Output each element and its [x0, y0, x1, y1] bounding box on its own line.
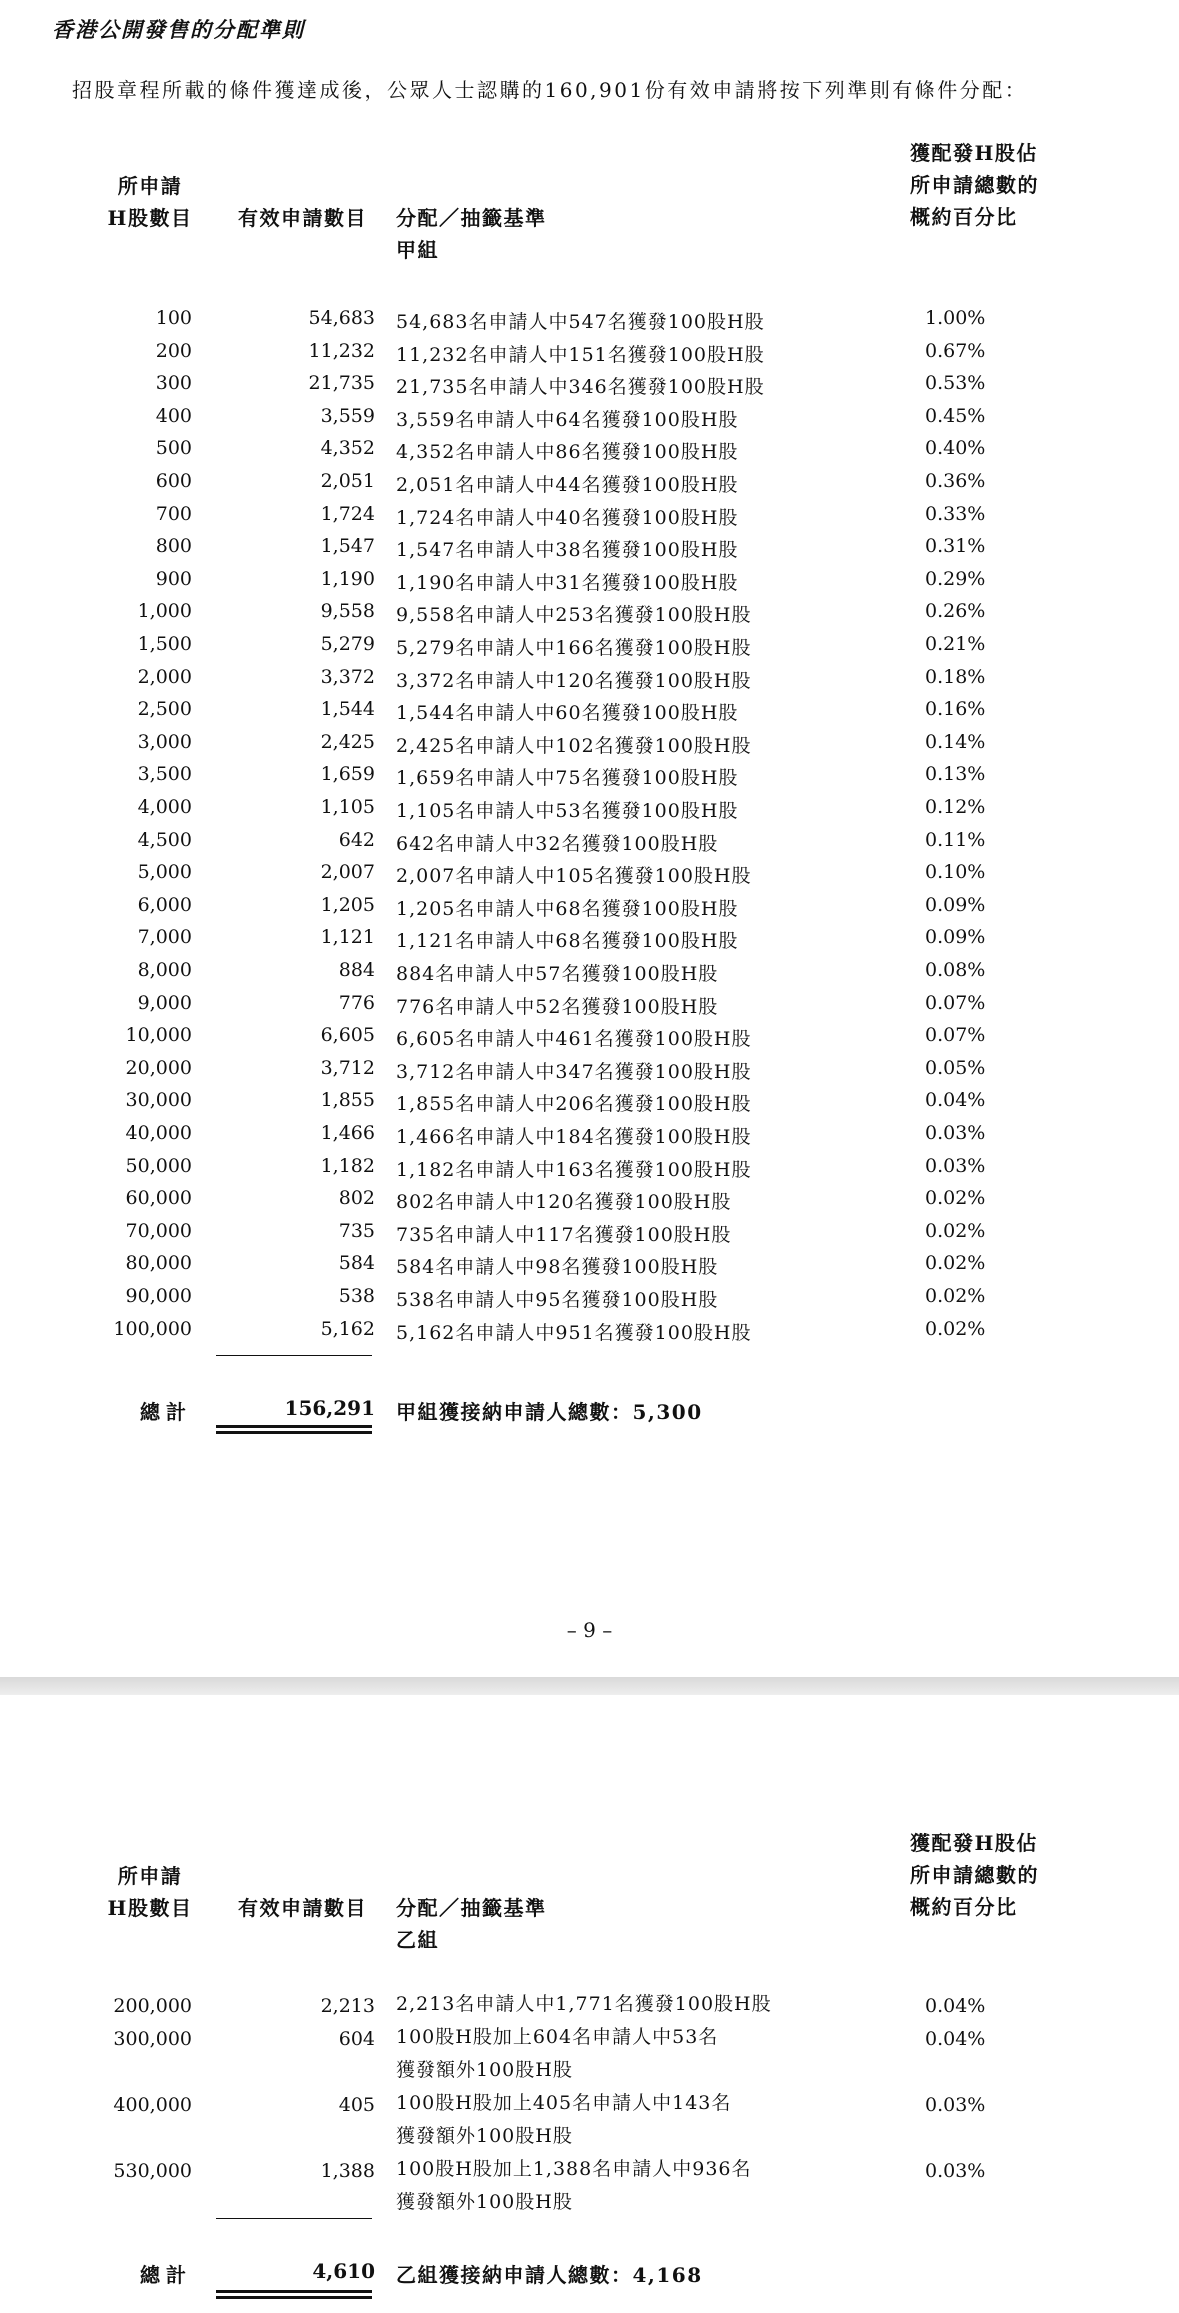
header-basis-b: 分配／抽籤基準 乙組	[396, 1892, 547, 1956]
valid-applications: 1,547	[320, 535, 375, 558]
requested-shares: 3,500	[137, 763, 192, 786]
allocation-basis: 1,121名申請人中68名獲發100股H股	[396, 930, 739, 953]
intro-paragraph: 招股章程所載的條件獲達成後，公眾人士認購的160,901份有效申請將按下列準則有條件分配：	[72, 78, 1028, 102]
valid-applications: 1,466	[320, 1122, 375, 1144]
allocation-basis	[396, 2153, 752, 2219]
valid-applications: 2,051	[320, 470, 375, 492]
allocation-basis-line: 獲發額外100股H股	[396, 2191, 573, 2213]
allocation-percentage: 0.04%	[925, 1995, 986, 2017]
requested-shares: 4,000	[137, 796, 192, 818]
allocation-percentage: 0.09%	[925, 893, 986, 916]
valid-applications: 735	[338, 1219, 375, 1242]
valid-applications: 884	[338, 959, 375, 981]
allocation-basis: 642名申請人中32名獲發100股H股	[396, 832, 719, 855]
allocation-basis: 584名申請人中98名獲發100股H股	[396, 1256, 719, 1279]
requested-shares: 5,000	[137, 861, 192, 884]
allocation-basis: 3,712名申請人中347名獲發100股H股	[396, 1060, 752, 1083]
allocation-percentage: 0.33%	[925, 502, 986, 525]
requested-shares: 1,500	[137, 633, 192, 655]
requested-shares: 40,000	[125, 1122, 192, 1144]
header-valid-applications: 有效申請數目	[238, 206, 367, 230]
allocation-basis	[396, 1988, 772, 2021]
allocation-percentage: 0.10%	[925, 861, 986, 884]
valid-applications: 776	[338, 991, 375, 1014]
valid-applications: 21,735	[308, 372, 375, 395]
header-valid-applications-b: 有效申請數目	[238, 1896, 367, 1920]
allocation-basis: 1,544名申請人中60名獲發100股H股	[396, 702, 739, 725]
allocation-basis-line: 100股H股加上405名申請人中143名	[396, 2092, 732, 2114]
allocation-basis: 5,162名申請人中951名獲發100股H股	[396, 1321, 752, 1344]
valid-applications: 5,162	[320, 1317, 375, 1340]
allocation-basis: 2,007名申請人中105名獲發100股H股	[396, 865, 752, 888]
valid-applications: 4,352	[320, 437, 375, 460]
allocation-basis: 54,683名申請人中547名獲發100股H股	[396, 311, 765, 333]
valid-applications: 3,712	[320, 1056, 375, 1079]
valid-applications: 538	[338, 1285, 375, 1307]
allocation-percentage: 0.02%	[925, 1252, 986, 1275]
page-number: – 9 –	[566, 1618, 613, 1642]
subtotal-line-a	[216, 1355, 372, 1356]
requested-shares: 200	[155, 339, 192, 362]
requested-shares: 20,000	[125, 1056, 192, 1079]
allocation-percentage: 0.02%	[925, 1317, 986, 1340]
header-requested-shares-b: 所申請 H股數目	[107, 1864, 193, 1920]
header-percentage: 獲配發H股佔 所申請總數的 概約百分比	[910, 141, 1039, 229]
allocation-basis: 2,051名申請人中44名獲發100股H股	[396, 474, 739, 496]
allocation-percentage: 0.08%	[925, 959, 986, 981]
valid-applications: 3,559	[320, 404, 375, 427]
allocation-percentage: 0.07%	[925, 1024, 986, 1047]
allocation-basis: 6,605名申請人中461名獲發100股H股	[396, 1028, 752, 1051]
header-requested-shares: 所申請 H股數目	[107, 174, 193, 230]
allocation-percentage: 0.03%	[925, 2160, 986, 2182]
requested-shares: 8,000	[137, 959, 192, 981]
allocation-basis: 1,659名申請人中75名獲發100股H股	[396, 767, 739, 790]
total-double-line-b	[216, 2290, 372, 2299]
header-percentage-b: 獲配發H股佔 所申請總數的 概約百分比	[910, 1831, 1039, 1919]
valid-applications: 1,190	[320, 567, 375, 590]
pool-b-name: 乙組	[396, 1928, 439, 1952]
requested-shares: 800	[155, 535, 192, 558]
allocation-percentage: 0.04%	[925, 1089, 986, 1112]
allocation-percentage: 0.16%	[925, 698, 986, 721]
allocation-basis: 1,855名申請人中206名獲發100股H股	[396, 1093, 752, 1116]
allocation-percentage: 0.31%	[925, 535, 986, 558]
allocation-percentage: 0.09%	[925, 926, 986, 949]
allocation-percentage: 0.14%	[925, 730, 986, 753]
requested-shares: 60,000	[125, 1187, 192, 1210]
allocation-basis: 1,182名申請人中163名獲發100股H股	[396, 1158, 752, 1181]
allocation-basis	[396, 2087, 731, 2153]
requested-shares: 100,000	[113, 1317, 192, 1340]
valid-applications: 642	[338, 828, 375, 851]
allocation-percentage: 0.05%	[925, 1056, 986, 1079]
allocation-basis: 11,232名申請人中151名獲發100股H股	[396, 343, 765, 366]
valid-applications: 1,121	[320, 926, 375, 949]
requested-shares: 300,000	[113, 2028, 192, 2050]
allocation-basis: 2,425名申請人中102名獲發100股H股	[396, 734, 752, 757]
allocation-basis-line: 獲發額外100股H股	[396, 2125, 573, 2147]
allocation-percentage: 0.26%	[925, 600, 986, 623]
requested-shares: 100	[155, 307, 192, 329]
valid-applications: 9,558	[320, 600, 375, 623]
allocation-basis-line: 100股H股加上1,388名申請人中936名	[396, 2158, 752, 2180]
allocation-basis: 1,724名申請人中40名獲發100股H股	[396, 506, 739, 529]
requested-shares: 530,000	[113, 2160, 192, 2182]
requested-shares: 10,000	[125, 1024, 192, 1047]
valid-applications: 2,425	[320, 730, 375, 753]
allocation-basis-line: 獲發額外100股H股	[396, 2059, 573, 2081]
allocation-percentage: 0.29%	[925, 567, 986, 590]
allocation-basis: 21,735名申請人中346名獲發100股H股	[396, 376, 765, 399]
requested-shares: 9,000	[137, 991, 192, 1014]
allocation-percentage: 0.02%	[925, 1285, 986, 1307]
allocation-basis: 884名申請人中57名獲發100股H股	[396, 963, 719, 985]
allocation-percentage: 0.40%	[925, 437, 986, 460]
allocation-percentage: 0.53%	[925, 372, 986, 395]
allocation-basis: 1,105名申請人中53名獲發100股H股	[396, 800, 739, 822]
requested-shares: 80,000	[125, 1252, 192, 1275]
allocation-basis: 776名申請人中52名獲發100股H股	[396, 995, 719, 1018]
requested-shares: 4,500	[137, 828, 192, 851]
allocation-percentage: 0.21%	[925, 633, 986, 655]
allocation-percentage: 0.13%	[925, 763, 986, 786]
allocation-basis	[396, 2021, 718, 2087]
allocation-percentage: 0.18%	[925, 665, 986, 688]
valid-applications: 54,683	[308, 307, 375, 329]
requested-shares: 500	[155, 437, 192, 460]
allocation-percentage: 0.02%	[925, 1219, 986, 1242]
valid-applications: 1,205	[320, 893, 375, 916]
requested-shares: 400	[155, 404, 192, 427]
total-successful-applicants: 甲組獲接納申請人總數：5,300	[396, 1400, 703, 1424]
allocation-basis: 4,352名申請人中86名獲發100股H股	[396, 441, 739, 464]
allocation-basis-line: 100股H股加上604名申請人中53名	[396, 2026, 719, 2048]
requested-shares: 6,000	[137, 893, 192, 916]
subtotal-line-b	[216, 2218, 372, 2219]
valid-applications: 11,232	[308, 339, 375, 362]
allocation-basis: 735名申請人中117名獲發100股H股	[396, 1223, 732, 1246]
valid-applications: 802	[338, 1187, 375, 1210]
requested-shares: 2,500	[137, 698, 192, 721]
allocation-percentage: 0.12%	[925, 796, 986, 818]
total-label: 總計	[140, 2263, 192, 2287]
total-label: 總計	[140, 1400, 192, 1424]
allocation-percentage: 0.03%	[925, 2094, 986, 2116]
allocation-basis: 3,559名申請人中64名獲發100股H股	[396, 408, 739, 431]
requested-shares: 200,000	[113, 1995, 192, 2017]
valid-applications: 584	[338, 1252, 375, 1275]
valid-applications: 3,372	[320, 665, 375, 688]
allocation-basis: 1,205名申請人中68名獲發100股H股	[396, 897, 739, 920]
section-title: 香港公開發售的分配準則	[52, 17, 305, 42]
valid-applications: 604	[338, 2028, 375, 2050]
valid-applications: 1,855	[320, 1089, 375, 1112]
total-value: 156,291	[284, 1396, 375, 1420]
total-double-line-a	[216, 1425, 372, 1434]
allocation-basis: 538名申請人中95名獲發100股H股	[396, 1289, 719, 1311]
requested-shares: 30,000	[125, 1089, 192, 1112]
pool-a-name: 甲組	[396, 238, 439, 262]
allocation-percentage: 0.02%	[925, 1187, 986, 1210]
header-basis: 分配／抽籤基準 甲組	[396, 202, 547, 266]
allocation-basis: 1,190名申請人中31名獲發100股H股	[396, 571, 739, 594]
requested-shares: 700	[155, 502, 192, 525]
page-separator	[0, 1677, 1179, 1695]
allocation-percentage: 0.45%	[925, 404, 986, 427]
allocation-basis: 1,547名申請人中38名獲發100股H股	[396, 539, 739, 562]
requested-shares: 2,000	[137, 665, 192, 688]
valid-applications: 2,007	[320, 861, 375, 884]
valid-applications: 1,182	[320, 1154, 375, 1177]
allocation-basis-line: 2,213名申請人中1,771名獲發100股H股	[396, 1993, 772, 2015]
allocation-percentage: 0.03%	[925, 1154, 986, 1177]
allocation-basis: 3,372名申請人中120名獲發100股H股	[396, 669, 752, 692]
requested-shares: 70,000	[125, 1219, 192, 1242]
valid-applications: 5,279	[320, 633, 375, 655]
allocation-percentage: 0.11%	[925, 828, 986, 851]
valid-applications: 1,724	[320, 502, 375, 525]
requested-shares: 400,000	[113, 2094, 192, 2116]
allocation-basis: 9,558名申請人中253名獲發100股H股	[396, 604, 752, 627]
requested-shares: 600	[155, 470, 192, 492]
requested-shares: 900	[155, 567, 192, 590]
valid-applications: 405	[338, 2094, 375, 2116]
allocation-basis: 1,466名申請人中184名獲發100股H股	[396, 1126, 752, 1148]
requested-shares: 1,000	[137, 600, 192, 623]
allocation-percentage: 0.36%	[925, 470, 986, 492]
total-value: 4,610	[312, 2259, 375, 2283]
total-successful-applicants: 乙組獲接納申請人總數：4,168	[396, 2263, 703, 2287]
allocation-percentage: 0.67%	[925, 339, 986, 362]
allocation-basis: 5,279名申請人中166名獲發100股H股	[396, 637, 752, 659]
requested-shares: 90,000	[125, 1285, 192, 1307]
requested-shares: 3,000	[137, 730, 192, 753]
valid-applications: 1,659	[320, 763, 375, 786]
requested-shares: 50,000	[125, 1154, 192, 1177]
requested-shares: 300	[155, 372, 192, 395]
valid-applications: 1,388	[320, 2160, 375, 2182]
valid-applications: 2,213	[320, 1995, 375, 2017]
valid-applications: 6,605	[320, 1024, 375, 1047]
allocation-percentage: 0.04%	[925, 2028, 986, 2050]
allocation-percentage: 0.07%	[925, 991, 986, 1014]
valid-applications: 1,105	[320, 796, 375, 818]
allocation-percentage: 1.00%	[925, 307, 986, 329]
requested-shares: 7,000	[137, 926, 192, 949]
allocation-percentage: 0.03%	[925, 1122, 986, 1144]
valid-applications: 1,544	[320, 698, 375, 721]
allocation-basis: 802名申請人中120名獲發100股H股	[396, 1191, 732, 1214]
